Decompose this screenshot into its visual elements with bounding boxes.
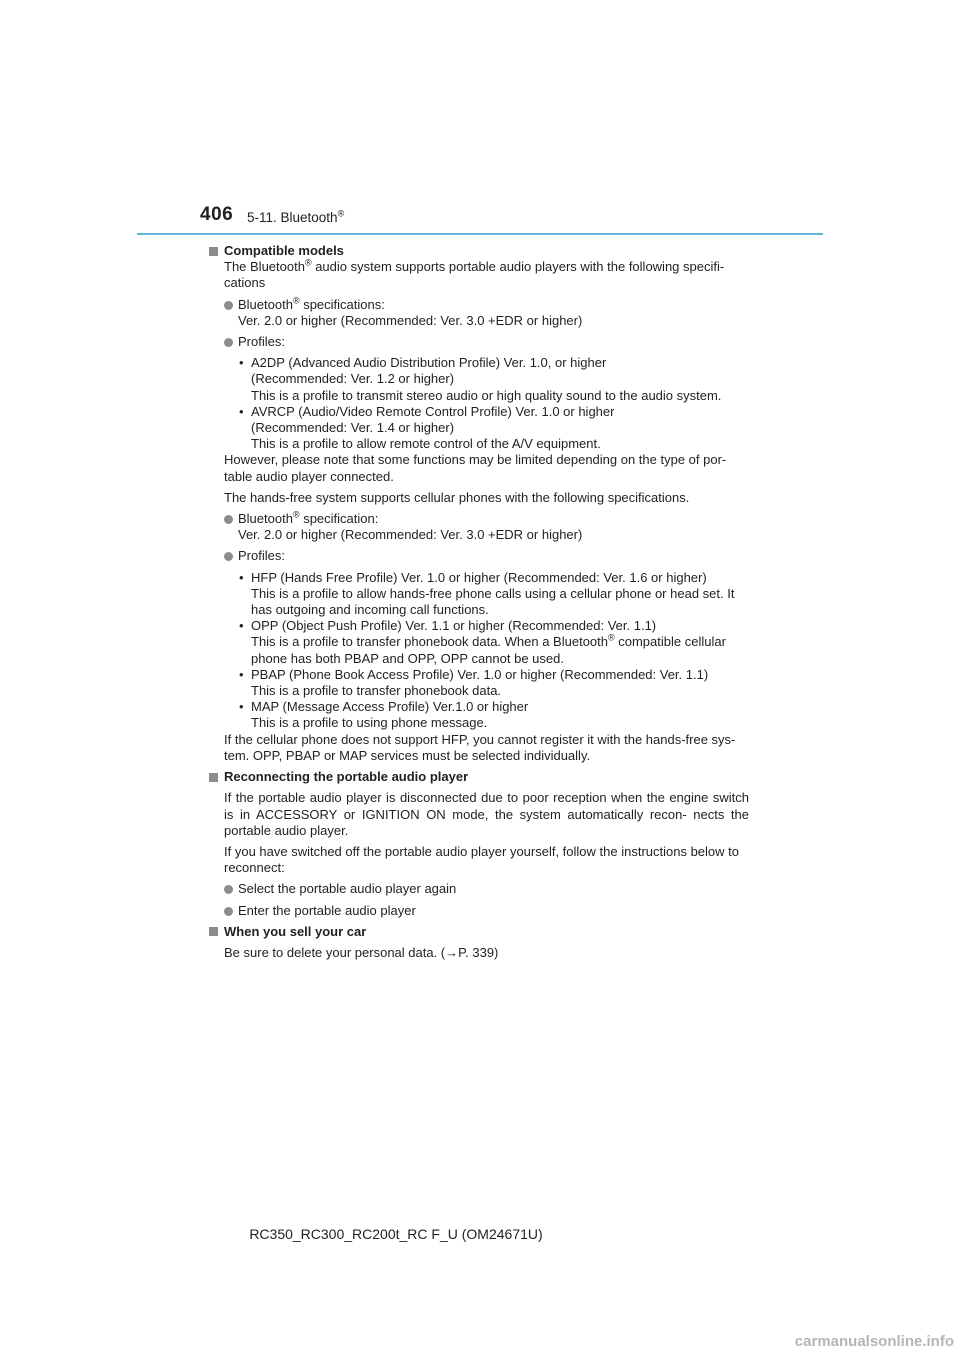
note-line-2: table audio player connected. <box>224 468 394 484</box>
reconnecting-paragraph-2: If you have switched off the portable audio player yourself, follow the instructions below to reconnect: <box>224 843 739 876</box>
spec-text-a: Bluetooth <box>238 296 293 312</box>
page-header <box>0 0 960 236</box>
sell-paragraph <box>224 945 749 961</box>
pbap-line-1: PBAP (Phone Book Access Profile) Ver. 1.0 or higher (Recommended: Ver. 1.1) <box>251 666 709 682</box>
dot-marker: • <box>239 569 244 585</box>
note-line-1: However, please note that some functions may be limited depending on the type of por- <box>224 452 727 468</box>
bullet-profiles-2 <box>224 548 749 564</box>
registered-mark: ® <box>304 257 312 268</box>
hfp-line-1: HFP (Hands Free Profile) Ver. 1.0 or higher (Recommended: Ver. 1.6 or higher) <box>251 569 707 585</box>
final-line-1: If the cellular phone does not support HFP, you cannot register it with the hands-free sys- <box>224 731 736 747</box>
profiles-label: Profiles: <box>238 548 285 564</box>
spec2-line: Ver. 2.0 or higher (Recommended: Ver. 3.0 +EDR or higher) <box>238 527 583 543</box>
opp-line-1: OPP (Object Push Profile) Ver. 1.1 or higher (Recommended: Ver. 1.1) <box>251 618 657 634</box>
spec-text-b: specifications: <box>299 296 385 312</box>
profile-opp <box>239 618 749 667</box>
circle-bullet-icon <box>224 515 233 524</box>
profiles-label: Profiles: <box>238 334 285 350</box>
circle-bullet-icon <box>224 885 233 894</box>
dot-marker: • <box>239 699 244 715</box>
hfp-line-3: has outgoing and incoming call functions. <box>251 602 489 618</box>
registered-mark: ® <box>608 633 615 644</box>
final-line-2: tem. OPP, PBAP or MAP services must be selected individually. <box>224 747 591 763</box>
opp-line-2b: compatible cellular <box>614 634 726 650</box>
heading-text: Reconnecting the portable audio player <box>224 769 469 785</box>
heading-compatible-models <box>209 243 749 259</box>
hfp-line-2: This is a profile to allow hands-free phone calls using a cellular phone or head set. It <box>251 585 735 601</box>
dot-marker: • <box>239 666 244 682</box>
pbap-line-2: This is a profile to transfer phonebook data. <box>251 683 502 699</box>
intro-text-a: The Bluetooth <box>224 259 305 275</box>
manual-code: RC350_RC300_RC200t_RC F_U (OM24671U) <box>249 1226 543 1242</box>
intro-text-b: audio system supports portable audio players with the following specifi- <box>311 259 725 275</box>
spec2-text-a: Bluetooth <box>238 511 293 527</box>
reconnecting-paragraph-1: If the portable audio player is disconnected due to poor reception when the engine switch is in ACCESSORY or IGNITION ON mode, the system automatically recon- nects the portable audio player. <box>224 790 749 838</box>
avrcp-line-2: (Recommended: Ver. 1.4 or higher) <box>251 420 455 436</box>
bullet-text: Enter the portable audio player <box>238 902 416 918</box>
registered-mark: ® <box>292 295 300 306</box>
bullet-bluetooth-spec <box>224 297 749 329</box>
profile-avrcp <box>239 404 749 453</box>
page-content <box>209 243 749 961</box>
heading-sell-car <box>209 924 749 940</box>
section-title-text: 5-11. Bluetooth <box>247 210 338 225</box>
handsfree-intro: The hands-free system supports cellular phones with the following specifications. <box>224 489 690 505</box>
opp-line-3: phone has both PBAP and OPP, OPP cannot be used. <box>251 650 564 666</box>
watermark: carmanualsonline.info <box>794 1333 954 1350</box>
heading-reconnecting <box>209 769 749 785</box>
square-bullet-icon <box>209 773 218 782</box>
square-bullet-icon <box>209 927 218 936</box>
map-line-1: MAP (Message Access Profile) Ver.1.0 or higher <box>251 699 529 715</box>
bullet-enter-player <box>224 903 749 919</box>
dot-marker: • <box>239 403 244 419</box>
square-bullet-icon <box>209 247 218 256</box>
dot-marker: • <box>239 355 244 371</box>
bullet-text: Select the portable audio player again <box>238 881 457 897</box>
registered-mark: ® <box>337 208 345 219</box>
profile-a2dp <box>239 355 749 404</box>
section-title <box>247 210 344 225</box>
circle-bullet-icon <box>224 907 233 916</box>
registered-mark: ® <box>292 509 300 520</box>
circle-bullet-icon <box>224 301 233 310</box>
map-line-2: This is a profile to using phone message. <box>251 715 488 731</box>
heading-text: When you sell your car <box>224 923 367 939</box>
a2dp-line-2: (Recommended: Ver. 1.2 or higher) <box>251 371 455 387</box>
intro-text-c: cations <box>224 275 266 291</box>
heading-text: Compatible models <box>224 243 344 258</box>
handsfree-final-note <box>224 732 749 764</box>
header-rule <box>137 233 823 235</box>
dot-marker: • <box>239 618 244 634</box>
circle-bullet-icon <box>224 338 233 347</box>
profile-hfp <box>239 570 749 619</box>
page-number: 406 <box>200 204 234 225</box>
avrcp-line-3: This is a profile to allow remote control of the A/V equipment. <box>251 436 601 452</box>
bullet-select-player <box>224 881 749 897</box>
circle-bullet-icon <box>224 552 233 561</box>
compatibility-note <box>224 452 749 484</box>
bullet-profiles <box>224 334 749 350</box>
spec2-text-b: specification: <box>299 511 379 527</box>
spec-line: Ver. 2.0 or higher (Recommended: Ver. 3.0 +EDR or higher) <box>238 312 583 328</box>
a2dp-line-3: This is a profile to transmit stereo audio or high quality sound to the audio system. <box>251 387 722 403</box>
page-reference-link[interactable]: P. 339) <box>458 944 499 960</box>
profile-pbap <box>239 667 749 699</box>
avrcp-line-1: AVRCP (Audio/Video Remote Control Profile) Ver. 1.0 or higher <box>251 403 615 419</box>
sell-text-a: Be sure to delete your personal data. ( <box>224 944 446 960</box>
a2dp-line-1: A2DP (Advanced Audio Distribution Profile) Ver. 1.0, or higher <box>251 355 607 371</box>
page-footer <box>0 1226 632 1242</box>
bullet-bluetooth-spec-2 <box>224 511 749 543</box>
opp-line-2a: This is a profile to transfer phonebook data. When a Bluetooth <box>251 634 608 650</box>
arrow-right-icon: → <box>445 944 459 960</box>
profile-map <box>239 699 749 731</box>
compatible-intro <box>224 259 749 291</box>
